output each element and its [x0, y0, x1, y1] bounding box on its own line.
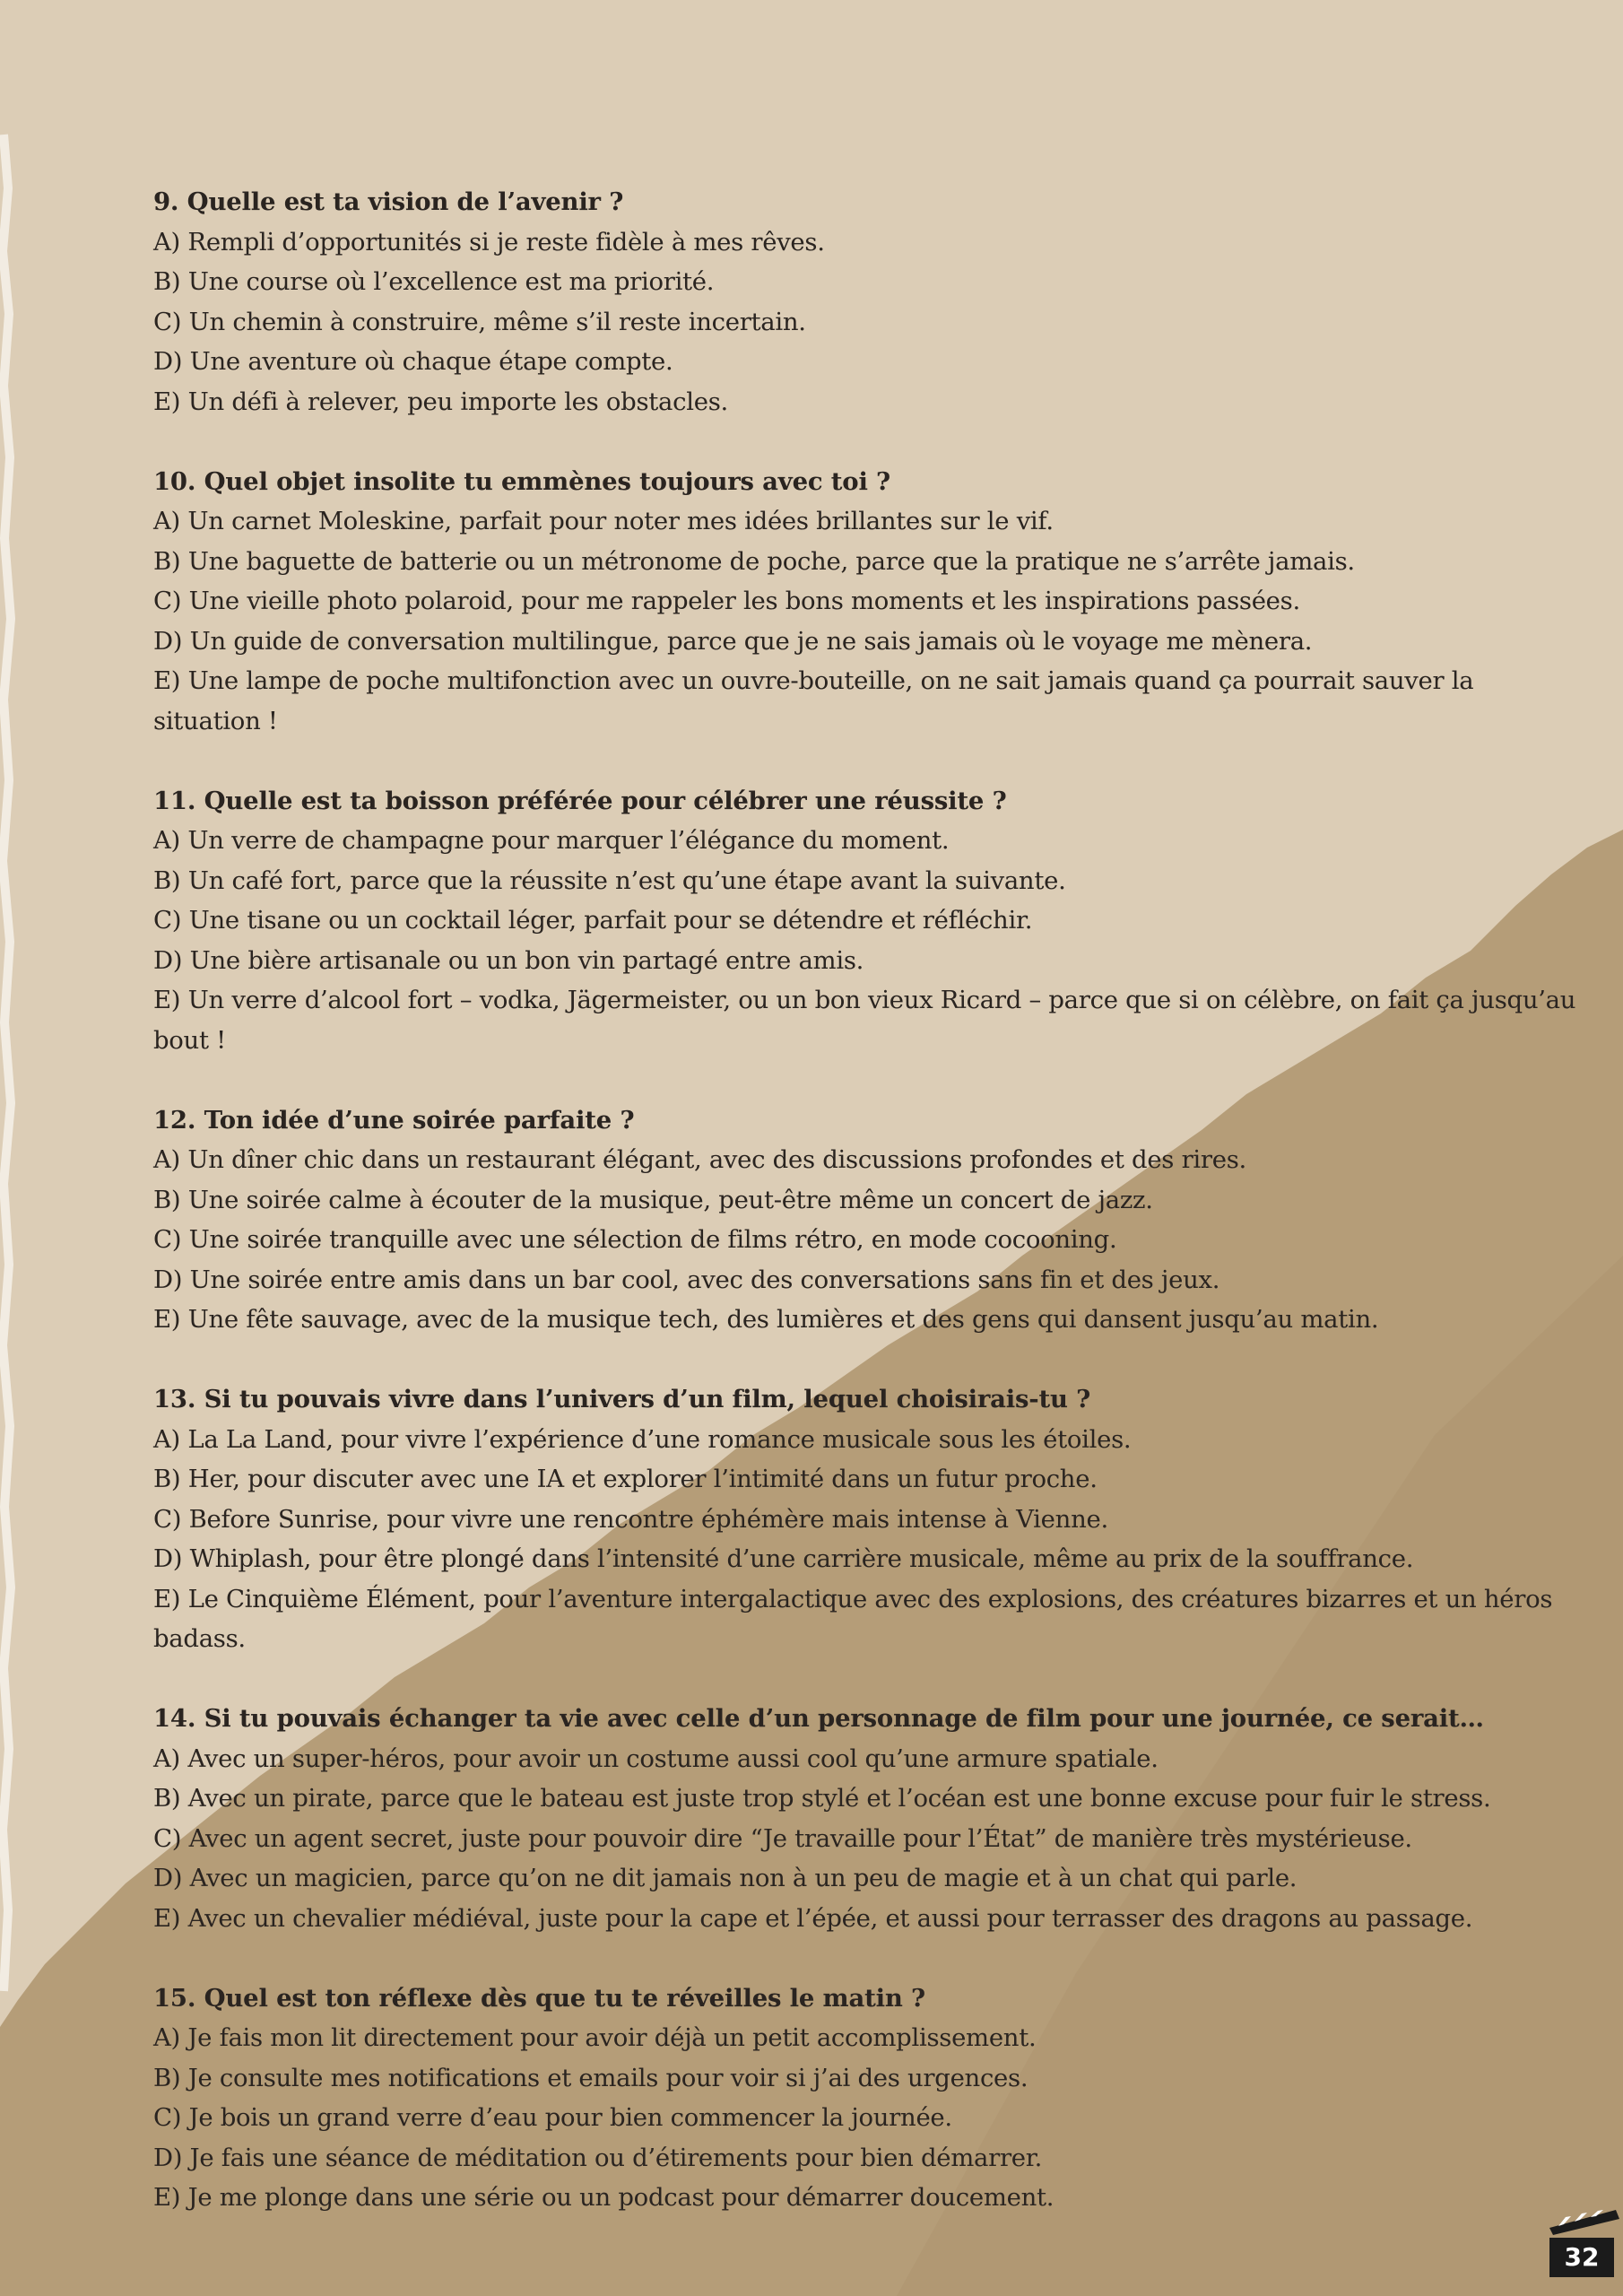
- question-block: [153, 781, 1588, 1061]
- clapperboard-icon: [1546, 2208, 1621, 2235]
- answer-option: E) Avec un chevalier médiéval, juste pour la cape et l’épée, et aussi pour terrasser des dragons au passage.: [153, 1903, 1473, 1933]
- answer-option: B) Avec un pirate, parce que le bateau est juste trop stylé et l’océan est une bonne excuse pour fuir le stress.: [153, 1784, 1491, 1813]
- question-title: 9. Quelle est ta vision de l’avenir ?: [153, 187, 624, 216]
- answer-option: E) Un défi à relever, peu importe les obstacles.: [153, 387, 728, 416]
- answer-option: E) Un verre d’alcool fort – vodka, Jägermeister, ou un bon vieux Ricard – parce que si on célèbre, on fait ça jusqu’au bout !: [153, 986, 1576, 1055]
- answer-option: D) Whiplash, pour être plongé dans l’intensité d’une carrière musicale, même au prix de la souffrance.: [153, 1544, 1414, 1573]
- answer-option: A) La La Land, pour vivre l’expérience d’une romance musicale sous les étoiles.: [153, 1424, 1132, 1454]
- question-title: 14. Si tu pouvais échanger ta vie avec celle d’un personnage de film pour une journée, ce serait…: [153, 1704, 1484, 1733]
- question-block: [153, 1699, 1588, 1938]
- question-title: 11. Quelle est ta boisson préférée pour célébrer une réussite ?: [153, 786, 1007, 815]
- torn-left-edge: [3, 135, 11, 1991]
- page-number: 32: [1549, 2238, 1614, 2277]
- question-block: [153, 462, 1588, 742]
- answer-option: B) Une soirée calme à écouter de la musique, peut-être même un concert de jazz.: [153, 1185, 1153, 1214]
- answer-option: A) Je fais mon lit directement pour avoir déjà un petit accomplissement.: [153, 2023, 1037, 2052]
- question-title: 10. Quel objet insolite tu emmènes toujours avec toi ?: [153, 466, 890, 496]
- question-title: 13. Si tu pouvais vivre dans l’univers d’un film, lequel choisirais-tu ?: [153, 1385, 1091, 1413]
- answer-option: B) Une baguette de batterie ou un métronome de poche, parce que la pratique ne s’arrête jamais.: [153, 546, 1355, 576]
- answer-option: B) Une course où l’excellence est ma priorité.: [153, 267, 715, 296]
- answer-option: C) Je bois un grand verre d’eau pour bien commencer la journée.: [153, 2103, 952, 2132]
- question-block: [153, 1979, 1588, 2218]
- answer-option: D) Une aventure où chaque étape compte.: [153, 347, 673, 376]
- answer-option: C) Before Sunrise, pour vivre une rencontre éphémère mais intense à Vienne.: [153, 1504, 1108, 1534]
- answer-option: D) Une soirée entre amis dans un bar cool, avec des conversations sans fin et des jeux.: [153, 1265, 1220, 1294]
- quiz-content: [153, 182, 1588, 2257]
- answer-option: E) Une fête sauvage, avec de la musique tech, des lumières et des gens qui dansent jusqu’au matin.: [153, 1305, 1379, 1334]
- answer-option: A) Rempli d’opportunités si je reste fidèle à mes rêves.: [153, 227, 825, 257]
- answer-option: A) Un carnet Moleskine, parfait pour noter mes idées brillantes sur le vif.: [153, 507, 1054, 535]
- question-title: 15. Quel est ton réflexe dès que tu te réveilles le matin ?: [153, 1983, 925, 2013]
- answer-option: A) Avec un super-héros, pour avoir un costume aussi cool qu’une armure spatiale.: [153, 1744, 1159, 1773]
- answer-option: A) Un verre de champagne pour marquer l’élégance du moment.: [153, 826, 950, 855]
- answer-option: A) Un dîner chic dans un restaurant élégant, avec des discussions profondes et des rires.: [153, 1145, 1246, 1174]
- answer-option: C) Un chemin à construire, même s’il reste incertain.: [153, 307, 806, 336]
- answer-option: C) Avec un agent secret, juste pour pouvoir dire “Je travaille pour l’État” de manière très mystérieuse.: [153, 1823, 1412, 1853]
- question-block: [153, 1100, 1588, 1340]
- question-block: [153, 182, 1588, 422]
- answer-option: B) Je consulte mes notifications et emails pour voir si j’ai des urgences.: [153, 2063, 1028, 2092]
- answer-option: E) Je me plonge dans une série ou un podcast pour démarrer doucement.: [153, 2183, 1055, 2212]
- answer-option: E) Le Cinquième Élément, pour l’aventure intergalactique avec des explosions, des créatures bizarres et un héros badass.: [153, 1584, 1553, 1653]
- answer-option: C) Une tisane ou un cocktail léger, parfait pour se détendre et réfléchir.: [153, 906, 1033, 935]
- answer-option: C) Une vieille photo polaroid, pour me rappeler les bons moments et les inspirations passées.: [153, 587, 1300, 615]
- question-title: 12. Ton idée d’une soirée parfaite ?: [153, 1105, 635, 1135]
- answer-option: D) Avec un magicien, parce qu’on ne dit jamais non à un peu de magie et à un chat qui parle.: [153, 1864, 1298, 1892]
- answer-option: D) Un guide de conversation multilingue, parce que je ne sais jamais où le voyage me mènera.: [153, 626, 1313, 656]
- answer-option: C) Une soirée tranquille avec une sélection de films rétro, en mode cocooning.: [153, 1225, 1117, 1254]
- answer-option: B) Her, pour discuter avec une IA et explorer l’intimité dans un futur proche.: [153, 1465, 1098, 1493]
- question-block: [153, 1379, 1588, 1659]
- answer-option: B) Un café fort, parce que la réussite n’est qu’une étape avant la suivante.: [153, 865, 1066, 895]
- answer-option: D) Une bière artisanale ou un bon vin partagé entre amis.: [153, 945, 864, 975]
- answer-option: E) Une lampe de poche multifonction avec un ouvre-bouteille, on ne sait jamais quand ça pourrait sauver la situation !: [153, 666, 1474, 735]
- answer-option: D) Je fais une séance de méditation ou d’étirements pour bien démarrer.: [153, 2143, 1043, 2172]
